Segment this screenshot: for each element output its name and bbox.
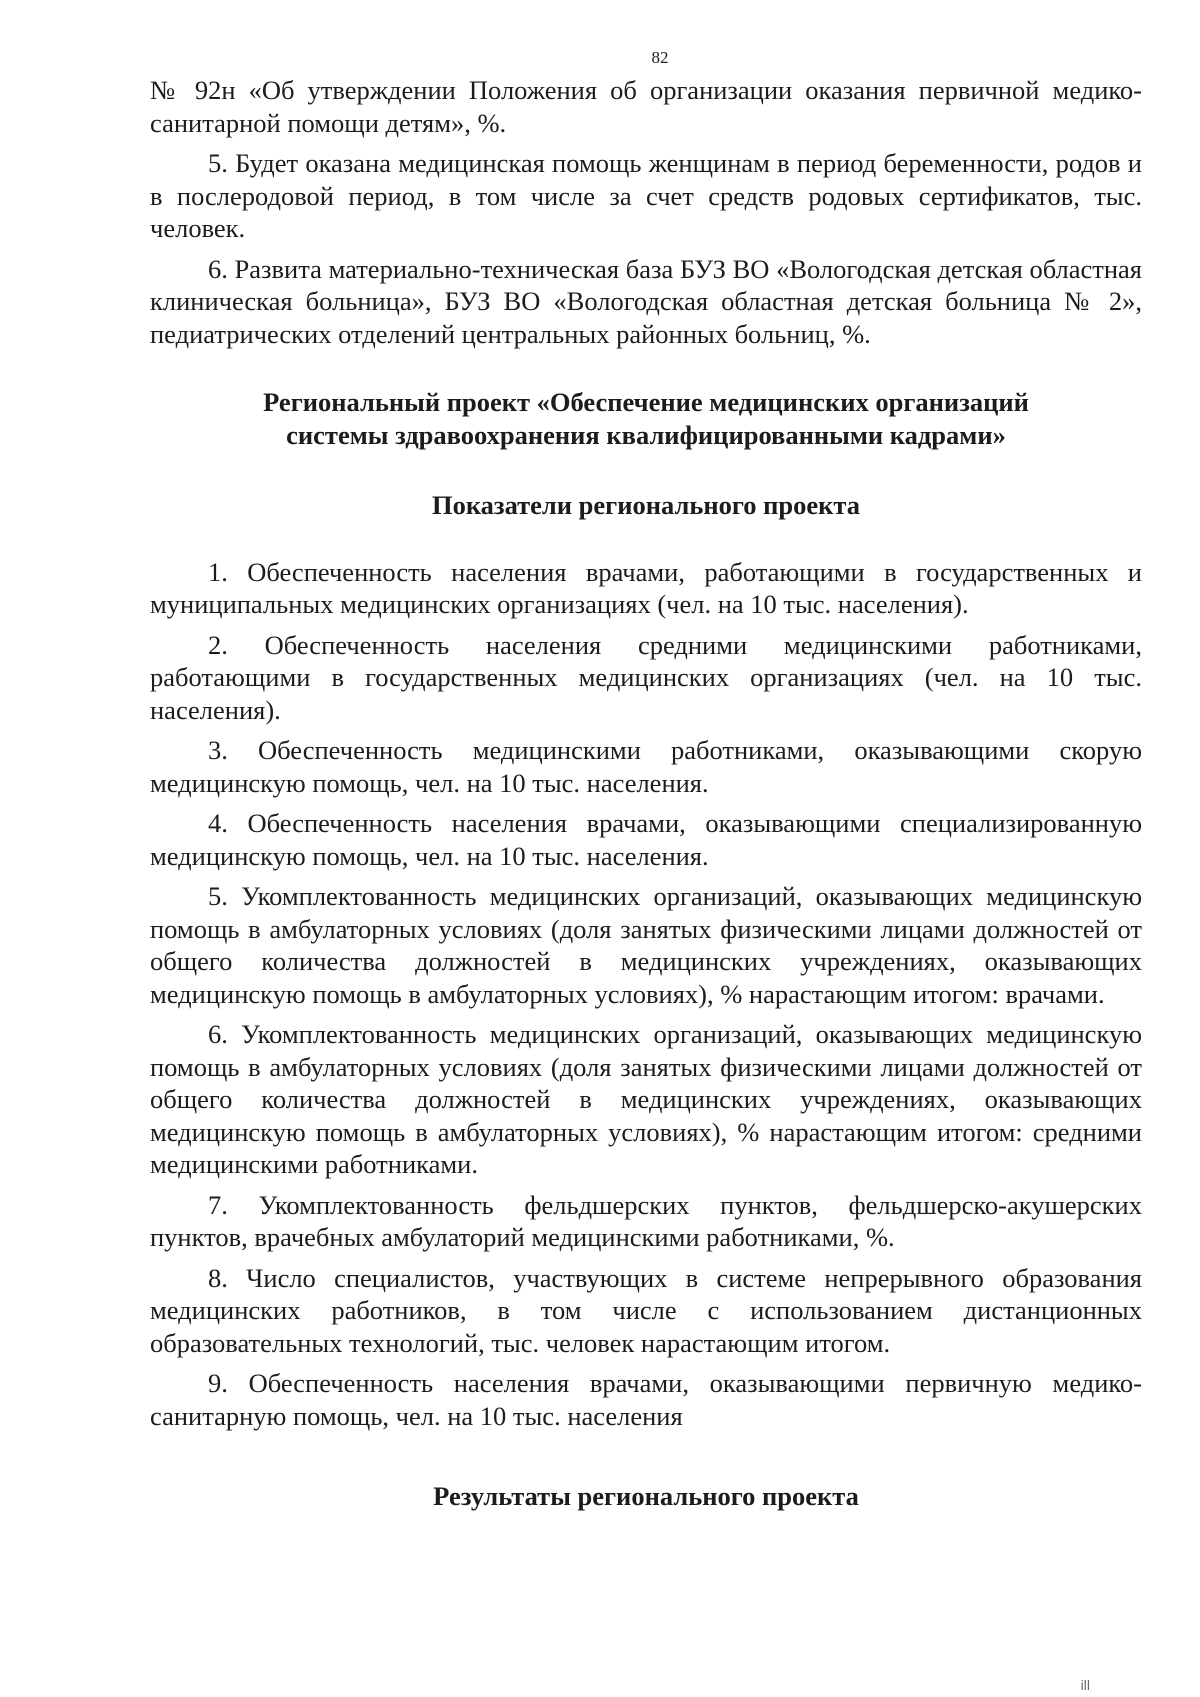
intro-paragraph-2: 5. Будет оказана медицинская помощь женщинам в период беременности, родов и в послеродовой период, в том числе за счет средств родовых сертификатов, тыс. человек.: [150, 148, 1142, 243]
indicator-item-7: 7. Укомплектованность фельдшерских пунктов, фельдшерско-акушерских пунктов, врачебных амбулаторий медицинскими работниками, %.: [150, 1189, 1142, 1252]
indicator-item-2: 2. Обеспеченность населения средними медицинскими работниками, работающими в государственных медицинских организациях (чел. на 10 тыс. населения).: [150, 629, 1142, 725]
indicator-item-1: 1. Обеспеченность населения врачами, работающими в государственных и муниципальных медицинских организациях (чел. на 10 тыс. населения).: [150, 556, 1142, 619]
results-heading: Результаты регионального проекта: [433, 1481, 859, 1511]
intro-paragraph-3: 6. Развита материально-техническая база БУЗ ВО «Вологодская детская областная клиническая больница», БУЗ ВО «Вологодская областная детская больница № 2», педиатрических отделений центральных районных больниц, %.: [150, 253, 1142, 349]
intro-paragraph-1: № 92н «Об утверждении Положения об организации оказания первичной медико-санитарной помощи детям», %.: [150, 75, 1142, 138]
corner-mark: ill: [1080, 1677, 1090, 1693]
indicator-item-9: 9. Обеспеченность населения врачами, оказывающими первичную медико-санитарную помощь, чел. на 10 тыс. населения: [150, 1368, 1142, 1431]
page-number: 82: [651, 48, 669, 67]
indicator-item-8: 8. Число специалистов, участвующих в системе непрерывного образования медицинских работников, в том числе с использованием дистанционных образовательных технологий, тыс. человек нарастающим итогом.: [150, 1262, 1142, 1358]
indicator-item-6: 6. Укомплектованность медицинских организаций, оказывающих медицинскую помощь в амбулаторных условиях (доля занятых физическими лицами должностей от общего количества должностей в медицинских учреждениях, оказывающих медицинскую помощь в амбулаторных условиях), % нарастающим итогом: средними медицинскими работниками.: [150, 1019, 1142, 1179]
document-page: [150, 48, 1142, 1513]
indicator-item-5: 5. Укомплектованность медицинских организаций, оказывающих медицинскую помощь в амбулаторных условиях (доля занятых физическими лицами должностей от общего количества должностей в медицинских учреждениях, оказывающих медицинскую помощь в амбулаторных условиях), % нарастающим итогом: врачами.: [150, 881, 1142, 1009]
indicator-item-3: 3. Обеспеченность медицинскими работниками, оказывающими скорую медицинскую помощь, чел. на 10 тыс. населения.: [150, 735, 1142, 798]
indicator-item-4: 4. Обеспеченность населения врачами, оказывающими специализированную медицинскую помощь, чел. на 10 тыс. населения.: [150, 808, 1142, 871]
project-heading-line-2: системы здравоохранения квалифицированными кадрами»: [286, 419, 1006, 450]
project-heading-line-1: Региональный проект «Обеспечение медицинских организаций: [263, 387, 1029, 417]
indicators-heading: Показатели регионального проекта: [431, 490, 861, 520]
project-heading: [150, 386, 1142, 451]
